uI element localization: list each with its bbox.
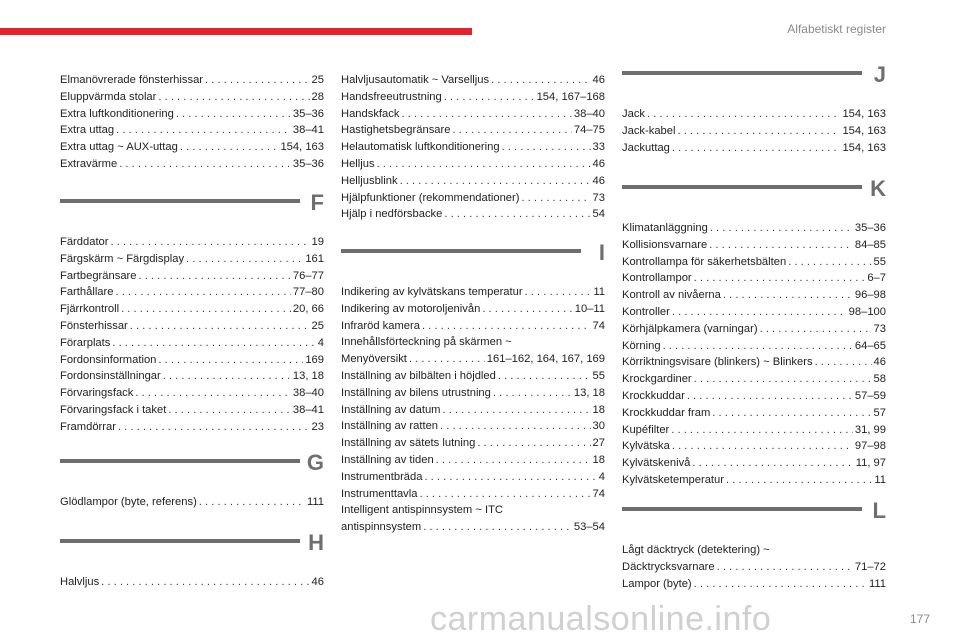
index-entry-term: Fönsterhissar bbox=[60, 320, 128, 332]
index-entry-term: Inställning av ratten bbox=[341, 420, 439, 433]
index-entry-page: 20, 66 bbox=[292, 303, 324, 316]
index-entry[interactable] bbox=[60, 72, 324, 89]
index-entry-page: 10–11 bbox=[574, 302, 605, 315]
index-entry[interactable] bbox=[622, 371, 886, 388]
index-entry[interactable] bbox=[341, 206, 605, 223]
index-entry[interactable] bbox=[60, 268, 324, 285]
index-entry-term: Kontroller bbox=[622, 306, 670, 318]
section-header bbox=[622, 176, 886, 216]
index-entry-term: Helautomatisk luftkonditionering bbox=[341, 141, 500, 154]
index-entry-term: Helljus bbox=[341, 158, 375, 170]
dot-leader bbox=[760, 321, 872, 338]
index-entry-page: 38–41 bbox=[292, 124, 324, 137]
index-entry[interactable] bbox=[341, 486, 605, 503]
index-entry-page: 31, 99 bbox=[854, 423, 886, 436]
index-entry-page: 57–59 bbox=[854, 390, 886, 402]
index-entry-page: 84–85 bbox=[854, 238, 886, 251]
dot-leader bbox=[116, 122, 291, 139]
index-entry-page: 97–98 bbox=[854, 440, 886, 453]
index-entry[interactable] bbox=[60, 385, 324, 402]
index-entry[interactable] bbox=[60, 284, 324, 301]
dot-leader bbox=[444, 206, 590, 223]
index-entry-term: Krockgardiner bbox=[622, 373, 692, 386]
index-entry-term: Hjälp i nedförsbacke bbox=[341, 208, 443, 221]
section-header bbox=[622, 62, 886, 102]
section-divider bbox=[60, 539, 300, 543]
index-entry[interactable] bbox=[60, 368, 324, 385]
index-entry-term: Infraröd kamera bbox=[341, 319, 420, 332]
index-entry-page: 33 bbox=[592, 141, 605, 154]
index-entry[interactable] bbox=[341, 318, 605, 335]
index-entry-term: Jack bbox=[622, 108, 646, 120]
index-entry-page: 55 bbox=[873, 255, 886, 268]
index-entry[interactable] bbox=[341, 173, 605, 190]
index-entry-term: Indikering av motoroljenivån bbox=[341, 302, 481, 315]
index-entry-term: Extra luftkonditionering bbox=[60, 107, 174, 120]
dot-leader bbox=[498, 368, 591, 385]
index-entry-page: 35–36 bbox=[292, 107, 324, 120]
index-entry[interactable] bbox=[341, 334, 605, 368]
index-entry-lead: Intelligent antispinnsystem ~ ITC bbox=[341, 504, 503, 517]
index-entry-term: Lampor (byte) bbox=[622, 577, 692, 590]
section-letter: G bbox=[306, 450, 324, 475]
index-entry-term: Inställning av tiden bbox=[341, 454, 434, 466]
index-entry[interactable] bbox=[622, 254, 886, 271]
dot-leader bbox=[671, 422, 853, 439]
dot-leader bbox=[694, 576, 867, 593]
index-entry[interactable] bbox=[341, 72, 605, 89]
index-entry-page: 73 bbox=[592, 191, 605, 204]
dot-leader bbox=[677, 123, 840, 140]
section-letter: L bbox=[872, 498, 886, 523]
index-entry[interactable] bbox=[60, 234, 324, 251]
index-entry[interactable] bbox=[622, 321, 886, 338]
index-entry[interactable] bbox=[60, 106, 324, 123]
index-entry-page: 154, 167–168 bbox=[536, 90, 605, 103]
dot-leader bbox=[477, 435, 590, 452]
dot-leader bbox=[502, 139, 591, 156]
index-entry-page: 19 bbox=[311, 236, 324, 248]
index-entry[interactable] bbox=[622, 542, 886, 576]
section-divider bbox=[622, 185, 862, 189]
dot-leader bbox=[663, 338, 853, 355]
index-entry[interactable] bbox=[341, 190, 605, 207]
index-entry[interactable] bbox=[622, 304, 886, 321]
index-entry[interactable] bbox=[622, 287, 886, 304]
section-letter: J bbox=[873, 62, 886, 87]
index-entry-term: Inställning av bilbälten i höjdled bbox=[341, 370, 496, 382]
section-header bbox=[60, 190, 324, 230]
index-entry-term: Fjärrkontroll bbox=[60, 303, 120, 316]
index-entry-term: Fartbegränsare bbox=[60, 269, 137, 282]
index-entry-page: 46 bbox=[592, 158, 605, 170]
dot-leader bbox=[443, 402, 591, 419]
index-entry-term: Kupéfilter bbox=[622, 423, 670, 436]
dot-leader bbox=[723, 287, 853, 304]
index-entry-term: Kylvätska bbox=[622, 440, 670, 453]
dot-leader bbox=[436, 452, 591, 469]
dot-leader bbox=[176, 106, 291, 123]
index-entry[interactable] bbox=[341, 469, 605, 486]
dot-leader bbox=[401, 106, 571, 123]
dot-leader bbox=[419, 486, 590, 503]
dot-leader bbox=[672, 140, 841, 157]
index-entry-page: 46 bbox=[873, 356, 886, 369]
dot-leader bbox=[180, 139, 279, 156]
index-entry[interactable] bbox=[622, 576, 886, 593]
index-entry[interactable] bbox=[341, 368, 605, 385]
index-entry-term: Instrumenttavla bbox=[341, 487, 418, 500]
section-letter: I bbox=[598, 240, 605, 265]
header-accent-bar bbox=[0, 28, 472, 35]
index-entry[interactable] bbox=[60, 352, 324, 369]
index-entry-term: Helljusblink bbox=[341, 174, 398, 187]
index-entry-page: 38–41 bbox=[292, 404, 324, 416]
index-entry-page: 46 bbox=[592, 174, 605, 187]
index-entry[interactable] bbox=[60, 494, 324, 511]
dot-leader bbox=[525, 284, 592, 301]
index-entry-page: 27 bbox=[592, 437, 605, 450]
dot-leader bbox=[377, 156, 591, 173]
dot-leader bbox=[158, 89, 309, 106]
index-entry-lead: Innehållsförteckning på skärmen ~ bbox=[341, 336, 512, 349]
index-entry-term: antispinnsystem bbox=[341, 521, 422, 534]
section-header bbox=[341, 240, 605, 280]
index-entry-term: Inställning av datum bbox=[341, 403, 441, 416]
index-entry-term: Fordonsinställningar bbox=[60, 370, 161, 383]
index-entry[interactable] bbox=[60, 402, 324, 419]
index-entry-page: 71–72 bbox=[854, 560, 886, 573]
section-header bbox=[622, 498, 886, 538]
index-entry-page: 13, 18 bbox=[292, 370, 324, 383]
index-entry-term: Menyöversikt bbox=[341, 353, 407, 366]
page-number: 177 bbox=[909, 612, 930, 626]
index-entry-term: Kylvätskenivå bbox=[622, 457, 691, 470]
index-entry-page: 98–100 bbox=[848, 306, 886, 318]
dot-leader bbox=[444, 89, 535, 106]
index-entry-page: 4 bbox=[598, 470, 605, 483]
index-entry-term: Förarplats bbox=[60, 336, 111, 349]
index-entry-page: 28 bbox=[311, 90, 324, 103]
index-entry-page: 46 bbox=[311, 576, 324, 588]
index-entry-term: Däcktrycksvarnare bbox=[622, 560, 715, 573]
dot-leader bbox=[121, 301, 291, 318]
index-entry-page: 74–75 bbox=[573, 124, 605, 137]
dot-leader bbox=[168, 402, 291, 419]
index-entry[interactable] bbox=[60, 335, 324, 352]
index-entry-term: Färddator bbox=[60, 236, 109, 248]
dot-leader bbox=[717, 559, 853, 576]
index-entry-term: Halvljusautomatik ~ Varselljus bbox=[341, 74, 490, 86]
index-entry-page: 18 bbox=[592, 403, 605, 416]
index-entry-term: Krockkuddar fram bbox=[622, 406, 711, 419]
index-entry-term: Halvljus bbox=[60, 576, 100, 588]
index-entry[interactable] bbox=[60, 419, 324, 436]
index-entry[interactable] bbox=[622, 354, 886, 371]
index-entry-page: 11, 97 bbox=[855, 457, 886, 470]
dot-leader bbox=[139, 268, 291, 285]
index-entry[interactable] bbox=[60, 251, 324, 268]
section-divider bbox=[341, 249, 581, 253]
index-entry-term: Elmanövrerade fönsterhissar bbox=[60, 74, 204, 86]
index-entry-term: Förvaringsfack i taket bbox=[60, 404, 167, 416]
dot-leader bbox=[491, 72, 590, 89]
section-divider bbox=[60, 199, 300, 203]
index-entry-term: Jackuttag bbox=[622, 141, 670, 154]
dot-leader bbox=[647, 106, 840, 123]
index-entry[interactable] bbox=[341, 122, 605, 139]
index-entry-term: Klimatanläggning bbox=[622, 222, 708, 234]
index-entry-term: Framdörrar bbox=[60, 420, 116, 433]
section-header bbox=[60, 530, 324, 570]
index-entry[interactable] bbox=[622, 422, 886, 439]
section-divider bbox=[60, 459, 300, 463]
dot-leader bbox=[440, 418, 591, 435]
section-divider bbox=[622, 507, 862, 511]
index-entry-term: Färgskärm ~ Färgdisplay bbox=[60, 252, 185, 265]
index-entry-page: 74 bbox=[592, 487, 605, 500]
index-entry-page: 4 bbox=[317, 336, 324, 349]
index-entry-page: 11 bbox=[593, 286, 605, 298]
index-entry-page: 161–162, 164, 167, 169 bbox=[486, 353, 605, 366]
index-entry[interactable] bbox=[60, 318, 324, 335]
index-entry[interactable] bbox=[341, 435, 605, 452]
dot-leader bbox=[409, 351, 485, 368]
index-entry[interactable] bbox=[341, 156, 605, 173]
index-entry[interactable] bbox=[60, 139, 324, 156]
dot-leader bbox=[205, 72, 310, 89]
index-entry-page: 38–40 bbox=[292, 387, 324, 400]
index-entry-page: 38–40 bbox=[573, 107, 605, 120]
index-entry-page: 161 bbox=[305, 252, 324, 265]
dot-leader bbox=[672, 304, 847, 321]
dot-leader bbox=[423, 519, 572, 536]
index-entry-page: 55 bbox=[592, 370, 605, 382]
index-entry-term: Jack-kabel bbox=[622, 124, 676, 137]
page-header-title: Alfabetiskt register bbox=[787, 22, 886, 36]
index-entry-term: Hjälpfunktioner (rekommendationer) bbox=[341, 191, 520, 204]
index-entry-term: Indikering av kylvätskans temperatur bbox=[341, 286, 523, 298]
index-entry-term: Farthållare bbox=[60, 286, 114, 299]
index-entry-term: Glödlampor (byte, referens) bbox=[60, 496, 197, 508]
index-entry-term: Kylvätsketemperatur bbox=[622, 474, 724, 486]
index-entry[interactable] bbox=[341, 284, 605, 301]
index-entry[interactable] bbox=[341, 139, 605, 156]
index-entry-page: 154, 163 bbox=[842, 124, 886, 137]
index-entry-term: Handsfreeutrustning bbox=[341, 90, 442, 103]
index-entry[interactable] bbox=[622, 123, 886, 140]
index-entry[interactable] bbox=[622, 106, 886, 123]
dot-leader bbox=[710, 220, 853, 237]
dot-leader bbox=[119, 156, 291, 173]
dot-leader bbox=[493, 385, 572, 402]
dot-leader bbox=[163, 368, 291, 385]
index-entry-page: 64–65 bbox=[854, 339, 886, 352]
index-entry-page: 77–80 bbox=[292, 286, 324, 299]
dot-leader bbox=[111, 234, 310, 251]
dot-leader bbox=[694, 371, 872, 388]
dot-leader bbox=[687, 388, 853, 405]
watermark-site: carmanualsonline.info bbox=[430, 600, 772, 638]
index-entry[interactable] bbox=[622, 237, 886, 254]
index-entry-page: 25 bbox=[311, 74, 324, 86]
index-entry[interactable] bbox=[622, 455, 886, 472]
index-entry[interactable] bbox=[341, 402, 605, 419]
index-entry-term: Kontrollampa för säkerhetsbälten bbox=[622, 255, 787, 268]
index-entry-term: Kontrollampor bbox=[622, 272, 692, 285]
index-entry-term: Inställning av sätets lutning bbox=[341, 437, 476, 450]
index-entry-lead: Lågt däcktryck (detektering) ~ bbox=[622, 544, 770, 556]
index-entry[interactable] bbox=[60, 574, 324, 591]
dot-leader bbox=[692, 455, 853, 472]
index-entry-page: 11 bbox=[874, 474, 886, 486]
index-entry-term: Kollisionsvarnare bbox=[622, 238, 708, 251]
index-entry[interactable] bbox=[622, 140, 886, 157]
index-entry-page: 35–36 bbox=[292, 158, 324, 170]
section-letter: H bbox=[308, 530, 324, 555]
dot-leader bbox=[452, 122, 571, 139]
index-entry-page: 46 bbox=[592, 74, 605, 86]
dot-leader bbox=[788, 254, 871, 271]
dot-leader bbox=[115, 284, 290, 301]
index-entry[interactable] bbox=[622, 388, 886, 405]
index-entry-page: 111 bbox=[868, 577, 886, 590]
index-entry-term: Instrumentbräda bbox=[341, 470, 423, 483]
dot-leader bbox=[130, 318, 310, 335]
index-entry[interactable] bbox=[341, 106, 605, 123]
index-entry-page: 6–7 bbox=[867, 272, 886, 285]
dot-leader bbox=[672, 438, 853, 455]
dot-leader bbox=[521, 190, 590, 207]
index-entry-page: 76–77 bbox=[292, 269, 324, 282]
dot-leader bbox=[712, 405, 871, 422]
dot-leader bbox=[726, 472, 872, 489]
dot-leader bbox=[400, 173, 591, 190]
index-entry[interactable] bbox=[60, 122, 324, 139]
index-entry[interactable] bbox=[60, 156, 324, 173]
index-entry[interactable] bbox=[341, 89, 605, 106]
dot-leader bbox=[422, 318, 591, 335]
section-letter: K bbox=[870, 176, 886, 201]
dot-leader bbox=[186, 251, 303, 268]
index-entry[interactable] bbox=[60, 301, 324, 318]
index-entry-page: 57 bbox=[873, 406, 886, 419]
index-entry-term: Extravärme bbox=[60, 158, 118, 170]
index-entry-term: Kontroll av nivåerna bbox=[622, 289, 721, 302]
index-entry-term: Handskfack bbox=[341, 107, 400, 120]
section-divider bbox=[622, 71, 862, 75]
index-entry[interactable] bbox=[622, 438, 886, 455]
index-entry-page: 23 bbox=[311, 420, 324, 433]
index-entry-term: Körning bbox=[622, 339, 661, 352]
index-entry-page: 73 bbox=[873, 322, 886, 335]
index-entry-term: Extra uttag ~ AUX-uttag bbox=[60, 141, 178, 154]
index-entry[interactable] bbox=[622, 270, 886, 287]
index-entry-page: 58 bbox=[873, 373, 886, 386]
dot-leader bbox=[112, 335, 315, 352]
dot-leader bbox=[158, 352, 303, 369]
index-entry-term: Förvaringsfack bbox=[60, 387, 134, 400]
dot-leader bbox=[101, 574, 309, 591]
index-entry[interactable] bbox=[622, 338, 886, 355]
index-entry-page: 13, 18 bbox=[573, 386, 605, 399]
dot-leader bbox=[482, 301, 572, 318]
index-entry-term: Extra uttag bbox=[60, 124, 115, 137]
index-entry-term: Körhjälpkamera (varningar) bbox=[622, 322, 758, 335]
index-entry-page: 111 bbox=[306, 496, 324, 508]
dot-leader bbox=[118, 419, 310, 436]
dot-leader bbox=[694, 270, 866, 287]
index-entry-page: 154, 163 bbox=[842, 108, 886, 120]
index-entry-term: Eluppvärmda stolar bbox=[60, 90, 157, 103]
index-entry[interactable] bbox=[341, 301, 605, 318]
index-entry-page: 54 bbox=[592, 208, 605, 221]
dot-leader bbox=[709, 237, 853, 254]
index-entry[interactable] bbox=[622, 405, 886, 422]
index-entry-term: Hastighetsbegränsare bbox=[341, 124, 451, 137]
index-entry-page: 74 bbox=[592, 319, 605, 332]
index-entry-page: 25 bbox=[311, 320, 324, 332]
index-entry-page: 154, 163 bbox=[280, 141, 324, 154]
index-entry-term: Krockkuddar bbox=[622, 390, 685, 402]
dot-leader bbox=[815, 354, 872, 371]
index-entry-page: 35–36 bbox=[854, 222, 886, 234]
index-entry[interactable] bbox=[341, 418, 605, 435]
index-entry[interactable] bbox=[341, 502, 605, 536]
index-entry-term: Fordonsinformation bbox=[60, 353, 157, 366]
index-entry-page: 30 bbox=[592, 420, 605, 433]
index-entry-page: 169 bbox=[305, 353, 324, 366]
index-entry-term: Inställning av bilens utrustning bbox=[341, 386, 491, 399]
section-header bbox=[60, 450, 324, 490]
index-entry-term: Körriktningsvisare (blinkers) ~ Blinkers bbox=[622, 356, 813, 369]
section-letter: F bbox=[310, 190, 324, 215]
dot-leader bbox=[199, 494, 305, 511]
dot-leader bbox=[424, 469, 596, 486]
index-entry-page: 53–54 bbox=[573, 521, 605, 534]
index-entry-page: 96–98 bbox=[854, 289, 886, 302]
index-entry[interactable] bbox=[341, 385, 605, 402]
index-entry[interactable] bbox=[622, 220, 886, 237]
dot-leader bbox=[135, 385, 291, 402]
index-entry[interactable] bbox=[622, 472, 886, 489]
index-entry[interactable] bbox=[341, 452, 605, 469]
index-entry-page: 18 bbox=[592, 454, 605, 466]
index-entry-page: 154, 163 bbox=[842, 141, 886, 154]
index-entry[interactable] bbox=[60, 89, 324, 106]
